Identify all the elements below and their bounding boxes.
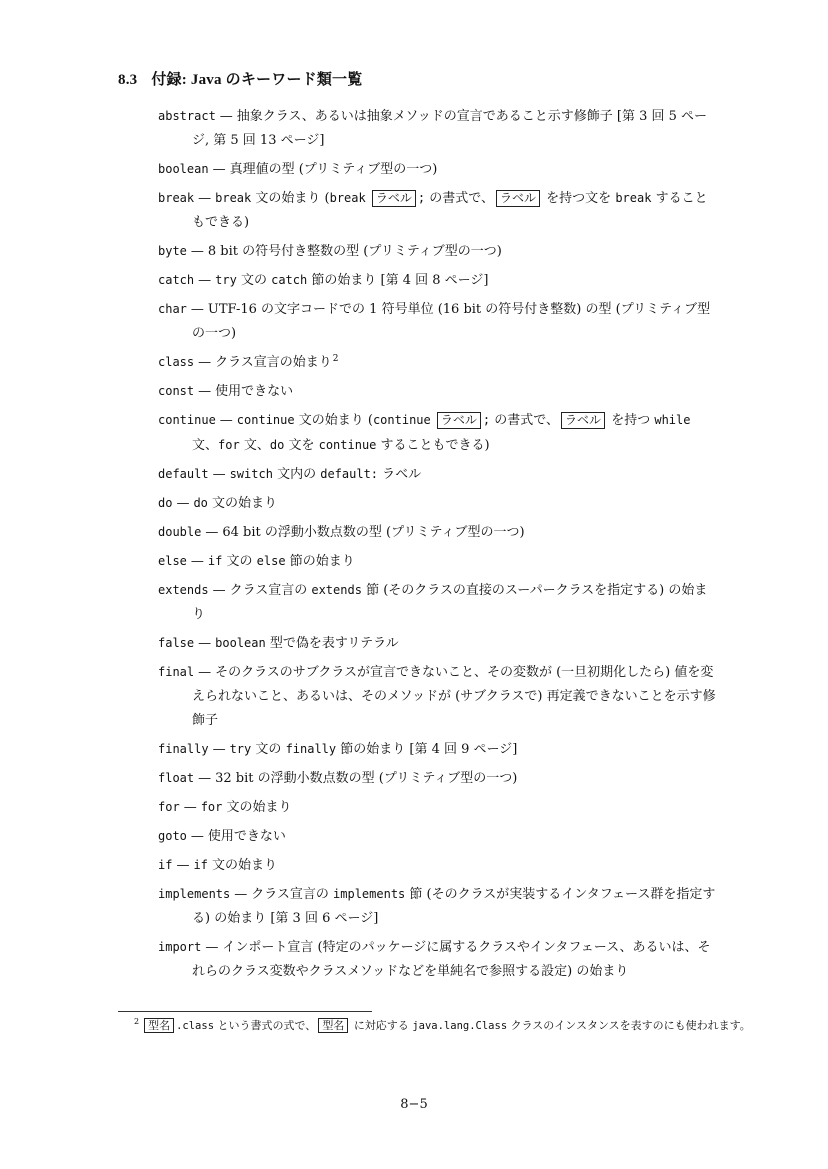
keyword-entry-byte — [158, 239, 716, 264]
description-text: 文、 — [243, 438, 270, 453]
description-text: 節 (そのクラスの直接のスーパークラスを指定する) の始まり — [192, 583, 708, 622]
keyword: class — [158, 355, 195, 369]
description-text: 文の始まり — [212, 858, 278, 873]
keyword: const — [158, 384, 195, 398]
description-text: クラスのインスタンスを表すのにも使われます。 — [510, 1019, 751, 1032]
keyword-entry-abstract — [158, 104, 716, 153]
em-dash: — — [190, 829, 204, 844]
code-text: continue — [372, 413, 431, 427]
em-dash: — — [212, 583, 226, 598]
keyword-description: 使用できない — [207, 829, 286, 844]
label-placeholder-box: ラベル — [437, 412, 481, 429]
em-dash: — — [190, 302, 204, 317]
code-text: try — [215, 273, 237, 287]
keyword: false — [158, 636, 195, 650]
keyword: final — [158, 665, 195, 679]
code-text: finally — [285, 742, 337, 756]
keyword: continue — [158, 413, 216, 427]
keyword: break — [158, 191, 195, 205]
keyword-entry-boolean — [158, 157, 716, 182]
keyword: boolean — [158, 162, 209, 176]
description-text: 文の始まり ( — [255, 191, 330, 206]
keyword-description: クラス宣言の始まり — [215, 355, 332, 370]
type-name-placeholder-box: 型名 — [144, 1018, 174, 1033]
keyword-entry-const — [158, 379, 716, 404]
keyword-description: 抽象クラス、あるいは抽象メソッドの宣言であること示す修飾子 [第 3 回 5 ページ, 第 5 回 13 ページ] — [192, 109, 708, 148]
em-dash: — — [190, 244, 204, 259]
keyword-entry-continue — [158, 408, 716, 458]
em-dash: — — [198, 771, 212, 786]
em-dash: — — [198, 191, 212, 206]
description-text: 文内の — [277, 467, 317, 482]
description-text: することもできる) — [192, 191, 708, 230]
code-text: extends — [311, 583, 362, 597]
description-text: 節の始まり — [289, 554, 355, 569]
description-text: 文の — [240, 273, 267, 288]
keyword-description: 使用できない — [215, 384, 294, 399]
keyword: finally — [158, 742, 209, 756]
section-heading — [118, 68, 362, 89]
em-dash: — — [212, 162, 226, 177]
code-text: break — [615, 191, 652, 205]
description-text: クラス宣言の — [229, 583, 308, 598]
keyword-entry-if — [158, 853, 716, 878]
code-text: .class — [176, 1020, 215, 1032]
footnote — [118, 1017, 758, 1035]
code-text: for — [218, 438, 240, 452]
keyword-description: 8 bit の符号付き整数の型 (プリミティブ型の一つ) — [207, 244, 502, 259]
code-text: else — [256, 554, 286, 568]
keyword-entry-implements — [158, 882, 716, 931]
code-text: implements — [333, 887, 406, 901]
keyword: byte — [158, 244, 187, 258]
keyword: float — [158, 771, 195, 785]
keyword: abstract — [158, 109, 216, 123]
description-text: 文の始まり ( — [298, 413, 373, 428]
description-text: ラベル — [382, 467, 422, 482]
footnote-divider — [118, 1011, 372, 1012]
keyword-entry-char — [158, 297, 716, 346]
code-text: do — [269, 438, 285, 452]
code-text: ; — [417, 191, 426, 205]
description-text: 文の — [226, 554, 253, 569]
em-dash: — — [183, 800, 197, 815]
description-text: 文、 — [192, 438, 219, 453]
em-dash: — — [198, 355, 212, 370]
em-dash: — — [198, 665, 212, 680]
description-text: することもできる) — [380, 438, 490, 453]
em-dash: — — [212, 742, 226, 757]
keyword-entry-for — [158, 795, 716, 820]
em-dash: — — [205, 940, 219, 955]
description-text: 節の始まり [第 4 回 8 ページ] — [311, 273, 489, 288]
keyword-entry-finally — [158, 737, 716, 762]
keyword-description: インポート宣言 (特定のパッケージに属するクラスやインタフェース、あるいは、それらのクラス変数やクラスメソッドなどを単純名で参照する設定) の始まり — [192, 940, 711, 979]
code-text: do — [193, 496, 208, 510]
section-title: 付録: Java のキーワード類一覧 — [151, 72, 363, 88]
description-text: を持つ文を — [546, 191, 612, 206]
description-text: を持つ — [611, 413, 651, 428]
label-placeholder-box: ラベル — [496, 190, 540, 207]
label-placeholder-box: ラベル — [372, 190, 416, 207]
keyword-entry-false — [158, 631, 716, 656]
keyword: else — [158, 554, 187, 568]
code-text: for — [200, 800, 223, 814]
footnote-mark: 2 — [134, 1017, 140, 1027]
code-text: break — [329, 191, 366, 205]
code-text: if — [193, 858, 208, 872]
em-dash: — — [234, 887, 248, 902]
em-dash: — — [198, 384, 212, 399]
em-dash: — — [190, 554, 204, 569]
code-text: continue — [318, 438, 377, 452]
keyword-entry-class — [158, 350, 716, 375]
keyword: import — [158, 940, 202, 954]
em-dash: — — [219, 413, 233, 428]
keyword-description: UTF-16 の文字コードでの 1 符号単位 (16 bit の符号付き整数) の型 (プリミティブ型の一つ) — [192, 302, 711, 341]
keyword: char — [158, 302, 187, 316]
keyword: default — [158, 467, 209, 481]
keyword-entry-final — [158, 660, 716, 733]
code-text: try — [229, 742, 252, 756]
code-text: ; — [482, 413, 491, 427]
keyword-entry-goto — [158, 824, 716, 849]
description-text: に対応する — [353, 1019, 409, 1032]
keyword-entry-float — [158, 766, 716, 791]
keyword-description: そのクラスのサブクラスが宣言できないこと、その変数が (一旦初期化したら) 値を変えられないこと、あるいは、そのメソッドが (サブクラスで) 再定義できないことを示す修飾子 — [192, 665, 716, 728]
code-text: if — [207, 554, 223, 568]
code-text: java.lang.Class — [412, 1020, 508, 1032]
em-dash: — — [176, 496, 190, 511]
footnote-reference[interactable]: 2 — [332, 353, 339, 364]
keyword-description: 64 bit の浮動小数点数の型 (プリミティブ型の一つ) — [222, 525, 525, 540]
keyword-entry-catch — [158, 268, 716, 293]
em-dash: — — [176, 858, 190, 873]
description-text: の書式で、 — [429, 191, 495, 206]
keyword-entry-extends — [158, 578, 716, 627]
description-text: の書式で、 — [494, 413, 560, 428]
keyword-entry-double — [158, 520, 716, 545]
em-dash: — — [219, 109, 233, 124]
description-text: 型で偽を表すリテラル — [269, 636, 399, 651]
keyword-entry-break — [158, 186, 716, 235]
keyword: implements — [158, 887, 231, 901]
keyword: for — [158, 800, 180, 814]
keyword-entry-else — [158, 549, 716, 574]
keyword: catch — [158, 273, 195, 287]
description-text: 節 (そのクラスが実装するインタフェース群を指定する) の始まり [第 3 回 6 ページ] — [192, 887, 716, 926]
keyword: do — [158, 496, 173, 510]
label-placeholder-box: ラベル — [561, 412, 605, 429]
keyword: goto — [158, 829, 187, 843]
code-text: switch — [229, 467, 273, 481]
description-text: 節の始まり [第 4 回 9 ページ] — [340, 742, 518, 757]
type-name-placeholder-box: 型名 — [318, 1018, 348, 1033]
code-text: while — [654, 413, 691, 427]
code-text: continue — [236, 413, 295, 427]
description-text: クラス宣言の — [251, 887, 329, 902]
description-text: 文を — [288, 438, 315, 453]
description-text: 文の始まり — [226, 800, 292, 815]
section-number: 8.3 — [118, 72, 138, 88]
keyword-entry-import — [158, 935, 716, 984]
em-dash: — — [198, 636, 212, 651]
code-text: default: — [320, 467, 379, 481]
keyword-list — [158, 104, 716, 988]
page-number: 8−5 — [400, 1097, 428, 1112]
code-text: boolean — [215, 636, 266, 650]
code-text: catch — [271, 273, 308, 287]
keyword-description: 32 bit の浮動小数点数の型 (プリミティブ型の一つ) — [215, 771, 518, 786]
em-dash: — — [205, 525, 219, 540]
keyword: extends — [158, 583, 209, 597]
description-text: 文の始まり — [212, 496, 278, 511]
description-text: という書式の式で、 — [217, 1019, 317, 1032]
description-text: 文の — [255, 742, 282, 757]
keyword-entry-do — [158, 491, 716, 516]
code-text: break — [215, 191, 252, 205]
em-dash: — — [198, 273, 212, 288]
keyword-entry-default — [158, 462, 716, 487]
em-dash: — — [212, 467, 226, 482]
keyword: double — [158, 525, 202, 539]
keyword-description: 真理値の型 (プリミティブ型の一つ) — [229, 162, 438, 177]
keyword: if — [158, 858, 173, 872]
